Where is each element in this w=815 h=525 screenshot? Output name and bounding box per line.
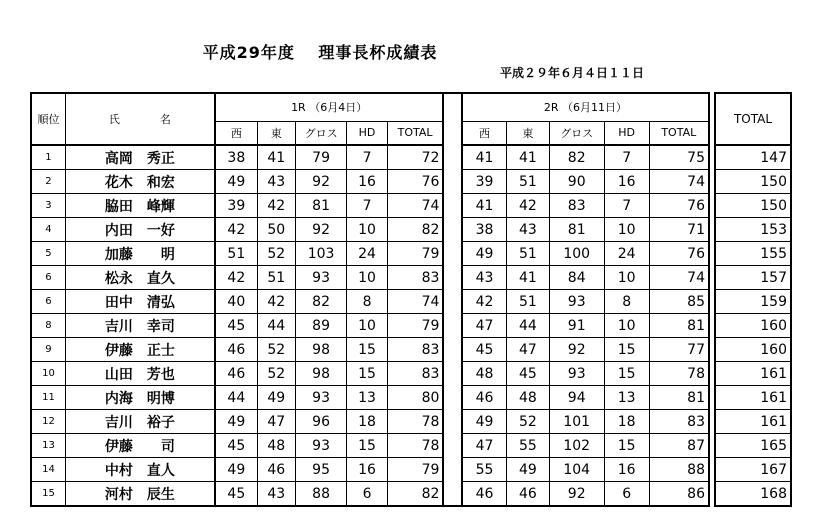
r2-west-cell: 48	[462, 362, 507, 386]
table-separator	[443, 93, 461, 145]
grand-total-cell: 161	[715, 410, 791, 434]
table-separator	[443, 218, 461, 242]
r2-west-cell: 46	[462, 482, 507, 507]
name-cell: 吉川 幸司	[65, 314, 214, 338]
table-row	[715, 362, 791, 386]
r1-east-cell: 42	[257, 290, 295, 314]
header-r1-hd: HD	[347, 121, 387, 145]
r2-hd-cell: 24	[604, 242, 649, 266]
r1-hd-cell: 10	[347, 266, 387, 290]
r1-gross-cell: 95	[295, 458, 347, 482]
r1-gross-cell: 88	[295, 482, 347, 507]
r2-gross-cell: 82	[549, 145, 604, 170]
table-row	[715, 145, 791, 170]
r1-total-cell: 79	[387, 458, 443, 482]
r1-west-cell: 45	[215, 482, 258, 507]
grand-total-table	[714, 92, 792, 507]
table-row	[31, 458, 709, 482]
r1-east-cell: 52	[257, 242, 295, 266]
grand-total-cell: 167	[715, 458, 791, 482]
header-r1-west: 西	[215, 121, 258, 145]
r1-total-cell: 74	[387, 290, 443, 314]
grand-total-cell: 165	[715, 434, 791, 458]
table-row	[31, 482, 709, 507]
r2-west-cell: 49	[462, 410, 507, 434]
r2-total-cell: 86	[649, 482, 709, 507]
header-r2-total: TOTAL	[649, 121, 709, 145]
r1-west-cell: 49	[215, 410, 258, 434]
r2-east-cell: 42	[507, 194, 550, 218]
r2-hd-cell: 7	[604, 145, 649, 170]
grand-total-cell: 155	[715, 242, 791, 266]
r2-west-cell: 41	[462, 145, 507, 170]
r2-hd-cell: 8	[604, 290, 649, 314]
r1-hd-cell: 10	[347, 218, 387, 242]
r2-east-cell: 51	[507, 242, 550, 266]
name-cell: 脇田 峰輝	[65, 194, 214, 218]
table-row	[31, 266, 709, 290]
grand-total-cell: 150	[715, 194, 791, 218]
r1-total-cell: 78	[387, 410, 443, 434]
r1-east-cell: 48	[257, 434, 295, 458]
header-r2-hd: HD	[604, 121, 649, 145]
r2-total-cell: 76	[649, 194, 709, 218]
table-separator	[443, 458, 461, 482]
r2-gross-cell: 102	[549, 434, 604, 458]
r1-total-cell: 76	[387, 170, 443, 194]
table-separator	[443, 482, 461, 507]
r2-east-cell: 51	[507, 170, 550, 194]
r1-total-cell: 82	[387, 482, 443, 507]
r2-gross-cell: 104	[549, 458, 604, 482]
r2-west-cell: 41	[462, 194, 507, 218]
r1-west-cell: 38	[215, 145, 258, 170]
name-cell: 吉川 裕子	[65, 410, 214, 434]
r1-west-cell: 45	[215, 434, 258, 458]
name-cell: 内海 明博	[65, 386, 214, 410]
r1-west-cell: 45	[215, 314, 258, 338]
r2-west-cell: 45	[462, 338, 507, 362]
table-row	[715, 434, 791, 458]
name-cell: 伊藤 正士	[65, 338, 214, 362]
r1-hd-cell: 15	[347, 338, 387, 362]
r1-hd-cell: 10	[347, 314, 387, 338]
table-row	[31, 218, 709, 242]
r1-west-cell: 46	[215, 362, 258, 386]
r2-gross-cell: 94	[549, 386, 604, 410]
r1-total-cell: 78	[387, 434, 443, 458]
table-row	[715, 458, 791, 482]
results-table	[30, 92, 710, 507]
r1-east-cell: 52	[257, 338, 295, 362]
r1-hd-cell: 15	[347, 362, 387, 386]
r1-gross-cell: 93	[295, 434, 347, 458]
table-separator	[443, 314, 461, 338]
r2-hd-cell: 18	[604, 410, 649, 434]
r2-total-cell: 87	[649, 434, 709, 458]
table-row	[715, 314, 791, 338]
r1-east-cell: 46	[257, 458, 295, 482]
name-cell: 内田 一好	[65, 218, 214, 242]
name-cell: 加藤 明	[65, 242, 214, 266]
r1-west-cell: 49	[215, 458, 258, 482]
r2-west-cell: 38	[462, 218, 507, 242]
r1-total-cell: 82	[387, 218, 443, 242]
header-r2-gross: グロス	[549, 121, 604, 145]
r2-gross-cell: 84	[549, 266, 604, 290]
header-name	[65, 93, 214, 145]
table-separator	[443, 362, 461, 386]
r2-west-cell: 49	[462, 242, 507, 266]
header-grand-total: TOTAL	[715, 93, 791, 145]
table-separator	[443, 338, 461, 362]
r2-east-cell: 43	[507, 218, 550, 242]
r2-total-cell: 75	[649, 145, 709, 170]
r1-total-cell: 80	[387, 386, 443, 410]
name-cell: 花木 和宏	[65, 170, 214, 194]
r2-east-cell: 41	[507, 145, 550, 170]
r1-total-cell: 72	[387, 145, 443, 170]
name-cell: 山田 芳也	[65, 362, 214, 386]
grand-total-cell: 157	[715, 266, 791, 290]
table-row	[715, 242, 791, 266]
header-r2-east: 東	[507, 121, 550, 145]
r1-east-cell: 41	[257, 145, 295, 170]
rank-cell: 3	[31, 194, 65, 218]
r1-total-cell: 79	[387, 242, 443, 266]
table-row	[31, 290, 709, 314]
r2-hd-cell: 16	[604, 170, 649, 194]
r2-total-cell: 76	[649, 242, 709, 266]
r2-hd-cell: 7	[604, 194, 649, 218]
r1-west-cell: 49	[215, 170, 258, 194]
grand-total-cell: 153	[715, 218, 791, 242]
table-row	[715, 290, 791, 314]
name-cell: 河村 辰生	[65, 482, 214, 507]
r1-west-cell: 51	[215, 242, 258, 266]
table-row	[31, 434, 709, 458]
r2-gross-cell: 81	[549, 218, 604, 242]
table-row	[715, 338, 791, 362]
header-round1: 1R （6月4日）	[215, 93, 444, 121]
rank-cell: 10	[31, 362, 65, 386]
r1-hd-cell: 16	[347, 170, 387, 194]
r1-gross-cell: 79	[295, 145, 347, 170]
r2-east-cell: 45	[507, 362, 550, 386]
r1-total-cell: 83	[387, 338, 443, 362]
header-rank: 順位	[31, 93, 65, 145]
rank-cell: 14	[31, 458, 65, 482]
grand-total-cell: 159	[715, 290, 791, 314]
r1-east-cell: 43	[257, 170, 295, 194]
name-cell: 田中 清弘	[65, 290, 214, 314]
table-separator	[443, 434, 461, 458]
r2-gross-cell: 101	[549, 410, 604, 434]
r2-gross-cell: 100	[549, 242, 604, 266]
r2-west-cell: 47	[462, 314, 507, 338]
r1-east-cell: 44	[257, 314, 295, 338]
r1-gross-cell: 103	[295, 242, 347, 266]
r1-east-cell: 49	[257, 386, 295, 410]
r2-east-cell: 52	[507, 410, 550, 434]
r2-gross-cell: 83	[549, 194, 604, 218]
header-name-a: 氏	[108, 113, 120, 126]
r2-hd-cell: 10	[604, 266, 649, 290]
r1-total-cell: 79	[387, 314, 443, 338]
table-separator	[443, 410, 461, 434]
header-name-b: 名	[159, 113, 171, 126]
table-row	[31, 386, 709, 410]
grand-total-cell: 150	[715, 170, 791, 194]
r2-total-cell: 81	[649, 314, 709, 338]
r1-west-cell: 44	[215, 386, 258, 410]
r1-west-cell: 42	[215, 218, 258, 242]
r2-hd-cell: 6	[604, 482, 649, 507]
r1-total-cell: 83	[387, 362, 443, 386]
r1-hd-cell: 16	[347, 458, 387, 482]
r2-total-cell: 74	[649, 266, 709, 290]
r1-gross-cell: 89	[295, 314, 347, 338]
header-r1-gross: グロス	[295, 121, 347, 145]
r1-west-cell: 39	[215, 194, 258, 218]
table-row	[31, 242, 709, 266]
r2-total-cell: 74	[649, 170, 709, 194]
r2-total-cell: 81	[649, 386, 709, 410]
table-separator	[443, 386, 461, 410]
name-cell: 松永 直久	[65, 266, 214, 290]
header-r2-west: 西	[462, 121, 507, 145]
r2-gross-cell: 93	[549, 290, 604, 314]
r1-gross-cell: 92	[295, 218, 347, 242]
table-separator	[443, 290, 461, 314]
r2-east-cell: 47	[507, 338, 550, 362]
r1-west-cell: 46	[215, 338, 258, 362]
r1-gross-cell: 92	[295, 170, 347, 194]
r1-gross-cell: 96	[295, 410, 347, 434]
r1-east-cell: 42	[257, 194, 295, 218]
r1-total-cell: 83	[387, 266, 443, 290]
table-separator	[443, 170, 461, 194]
r2-hd-cell: 10	[604, 314, 649, 338]
rank-cell: 4	[31, 218, 65, 242]
header-round2: 2R （6月11日）	[462, 93, 709, 121]
grand-total-cell: 161	[715, 362, 791, 386]
table-separator	[443, 145, 461, 170]
page-title: 平成29年度 理事長杯成績表	[202, 43, 438, 62]
r2-east-cell: 41	[507, 266, 550, 290]
r1-hd-cell: 18	[347, 410, 387, 434]
r1-hd-cell: 6	[347, 482, 387, 507]
r1-west-cell: 42	[215, 266, 258, 290]
r2-west-cell: 42	[462, 290, 507, 314]
grand-total-cell: 161	[715, 386, 791, 410]
r1-gross-cell: 93	[295, 266, 347, 290]
r2-east-cell: 46	[507, 482, 550, 507]
rank-cell: 11	[31, 386, 65, 410]
header-r1-total: TOTAL	[387, 121, 443, 145]
r2-gross-cell: 91	[549, 314, 604, 338]
r1-east-cell: 52	[257, 362, 295, 386]
name-cell: 中村 直人	[65, 458, 214, 482]
r2-west-cell: 46	[462, 386, 507, 410]
name-cell: 高岡 秀正	[65, 145, 214, 170]
r2-total-cell: 77	[649, 338, 709, 362]
table-row	[715, 482, 791, 507]
table-row	[31, 145, 709, 170]
table-row	[715, 194, 791, 218]
r2-hd-cell: 15	[604, 338, 649, 362]
table-row	[715, 218, 791, 242]
rank-cell: 6	[31, 266, 65, 290]
r2-east-cell: 48	[507, 386, 550, 410]
r2-gross-cell: 92	[549, 482, 604, 507]
table-row	[31, 410, 709, 434]
r2-west-cell: 55	[462, 458, 507, 482]
table-row	[31, 314, 709, 338]
r2-gross-cell: 90	[549, 170, 604, 194]
r1-hd-cell: 7	[347, 145, 387, 170]
rank-cell: 2	[31, 170, 65, 194]
grand-total-cell: 168	[715, 482, 791, 507]
r1-gross-cell: 98	[295, 338, 347, 362]
r2-total-cell: 85	[649, 290, 709, 314]
r1-hd-cell: 15	[347, 434, 387, 458]
r2-east-cell: 49	[507, 458, 550, 482]
r2-hd-cell: 15	[604, 362, 649, 386]
r1-gross-cell: 98	[295, 362, 347, 386]
rank-cell: 8	[31, 314, 65, 338]
rank-cell: 13	[31, 434, 65, 458]
r2-east-cell: 44	[507, 314, 550, 338]
table-row	[31, 194, 709, 218]
r1-hd-cell: 8	[347, 290, 387, 314]
header-r1-east: 東	[257, 121, 295, 145]
table-row	[715, 266, 791, 290]
table-separator	[443, 194, 461, 218]
table-separator	[443, 242, 461, 266]
r1-hd-cell: 24	[347, 242, 387, 266]
rank-cell: 9	[31, 338, 65, 362]
r1-total-cell: 74	[387, 194, 443, 218]
r2-east-cell: 51	[507, 290, 550, 314]
r1-hd-cell: 13	[347, 386, 387, 410]
grand-total-cell: 147	[715, 145, 791, 170]
r2-hd-cell: 13	[604, 386, 649, 410]
r2-west-cell: 39	[462, 170, 507, 194]
r1-hd-cell: 7	[347, 194, 387, 218]
r1-gross-cell: 82	[295, 290, 347, 314]
r1-east-cell: 47	[257, 410, 295, 434]
r2-total-cell: 78	[649, 362, 709, 386]
rank-cell: 15	[31, 482, 65, 507]
grand-total-cell: 160	[715, 314, 791, 338]
table-row	[715, 410, 791, 434]
table-separator	[443, 266, 461, 290]
r2-gross-cell: 92	[549, 338, 604, 362]
r2-total-cell: 83	[649, 410, 709, 434]
r1-gross-cell: 81	[295, 194, 347, 218]
r2-total-cell: 88	[649, 458, 709, 482]
table-row	[715, 386, 791, 410]
r1-east-cell: 50	[257, 218, 295, 242]
r1-gross-cell: 93	[295, 386, 347, 410]
grand-total-cell: 160	[715, 338, 791, 362]
table-row	[31, 362, 709, 386]
rank-cell: 1	[31, 145, 65, 170]
r2-hd-cell: 15	[604, 434, 649, 458]
r1-west-cell: 40	[215, 290, 258, 314]
r2-west-cell: 43	[462, 266, 507, 290]
table-row	[715, 170, 791, 194]
r2-west-cell: 47	[462, 434, 507, 458]
r2-gross-cell: 93	[549, 362, 604, 386]
r1-east-cell: 43	[257, 482, 295, 507]
name-cell: 伊藤 司	[65, 434, 214, 458]
table-row	[31, 338, 709, 362]
r2-total-cell: 71	[649, 218, 709, 242]
r1-east-cell: 51	[257, 266, 295, 290]
rank-cell: 12	[31, 410, 65, 434]
table-row	[31, 170, 709, 194]
rank-cell: 6	[31, 290, 65, 314]
r2-hd-cell: 10	[604, 218, 649, 242]
r2-east-cell: 55	[507, 434, 550, 458]
report-date: 平成２９年６月４日１１日	[500, 66, 645, 80]
rank-cell: 5	[31, 242, 65, 266]
r2-hd-cell: 16	[604, 458, 649, 482]
